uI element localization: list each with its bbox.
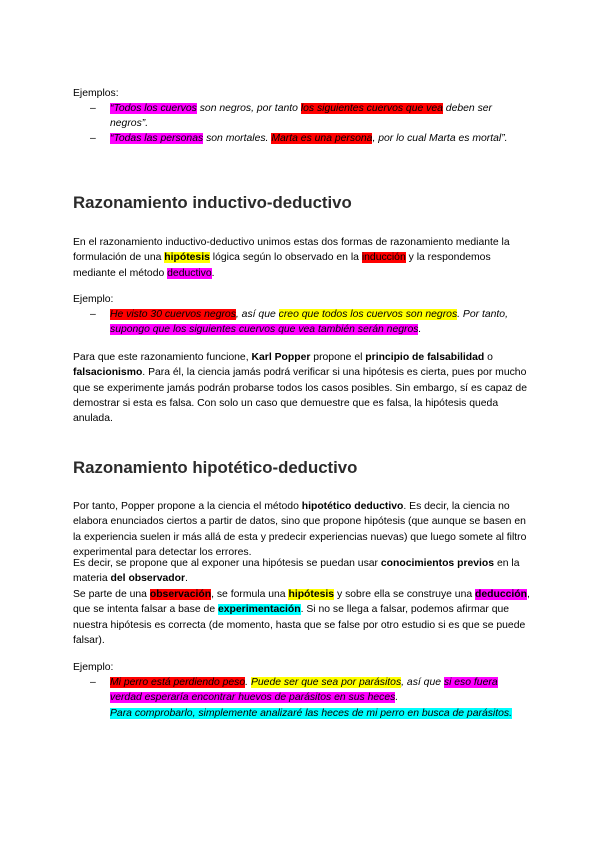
section-heading: Razonamiento hipotético-deductivo	[73, 458, 358, 477]
paragraph: En el razonamiento inductivo-deductivo unimos estas dos formas de razonamiento mediante la formulación de una hipótesis lógica según lo observado en la inducción y la respondemos mediante el método deductivo.	[73, 237, 510, 279]
list-item-text: “Todos los cuervos son negros, por tanto los siguientes cuervos que vea deben ser negros”.	[110, 103, 493, 130]
list-dash: –	[90, 103, 96, 114]
section-heading: Razonamiento inductivo-deductivo	[73, 193, 352, 212]
list-dash: –	[90, 133, 96, 144]
paragraph: Por tanto, Popper propone a la ciencia el método hipotético deductivo. Es decir, la ciencia no elabora enunciados ciertos a partir de datos, sino que propone hipótesis (que aunque se basen en la experiencia suelen ir más allá de esta y predecir experiencias nuevas) que luego somete al filtro experimental para detectar los errores.	[73, 501, 527, 558]
paragraph: Es decir, se propone que al exponer una hipótesis se puedan usar conocimientos previos en la materia del observador.	[73, 558, 520, 585]
list-item-text: He visto 30 cuervos negros, así que creo que todos los cuervos son negros. Por tanto, supongo que los siguientes cuervos que vea también serán negros.	[110, 309, 508, 336]
list-item-text: Mi perro está perdiendo peso. Puede ser que sea por parásitos, así que si eso fuera verdad esperaría encontrar huevos de parásitos en sus heces. Para comprobarlo, simplemente analizaré las heces de mi perro en busca de parásitos.	[110, 677, 512, 719]
list-dash: –	[90, 309, 96, 320]
paragraph: Se parte de una observación, se formula una hipótesis y sobre ella se construye una deducción, que se intenta falsar a base de experimentación. Si no se llega a falsar, podemos afirmar que nuestra hipótesis es correcta (de momento, hasta que se false por otro estudio si es que se puede falsar).	[73, 589, 530, 646]
example-label: Ejemplo:	[73, 294, 114, 305]
list-item-text: “Todas las personas son mortales. Marta es una persona, por lo cual Marta es mortal”.	[110, 133, 508, 144]
example-label: Ejemplo:	[73, 662, 114, 673]
paragraph: Para que este razonamiento funcione, Karl Popper propone el principio de falsabilidad o falsacionismo. Para él, la ciencia jamás podrá verificar si una hipótesis es cierta, pues por mucho que se experimente jamás podrán probarse todos los casos posibles. Sin embargo, sí es capaz de demostrar si esta es falsa. Con solo un caso que demuestre que es falsa, la hipótesis queda anulada.	[73, 352, 527, 425]
examples-label: Ejemplos:	[73, 88, 119, 99]
list-dash: –	[90, 677, 96, 688]
